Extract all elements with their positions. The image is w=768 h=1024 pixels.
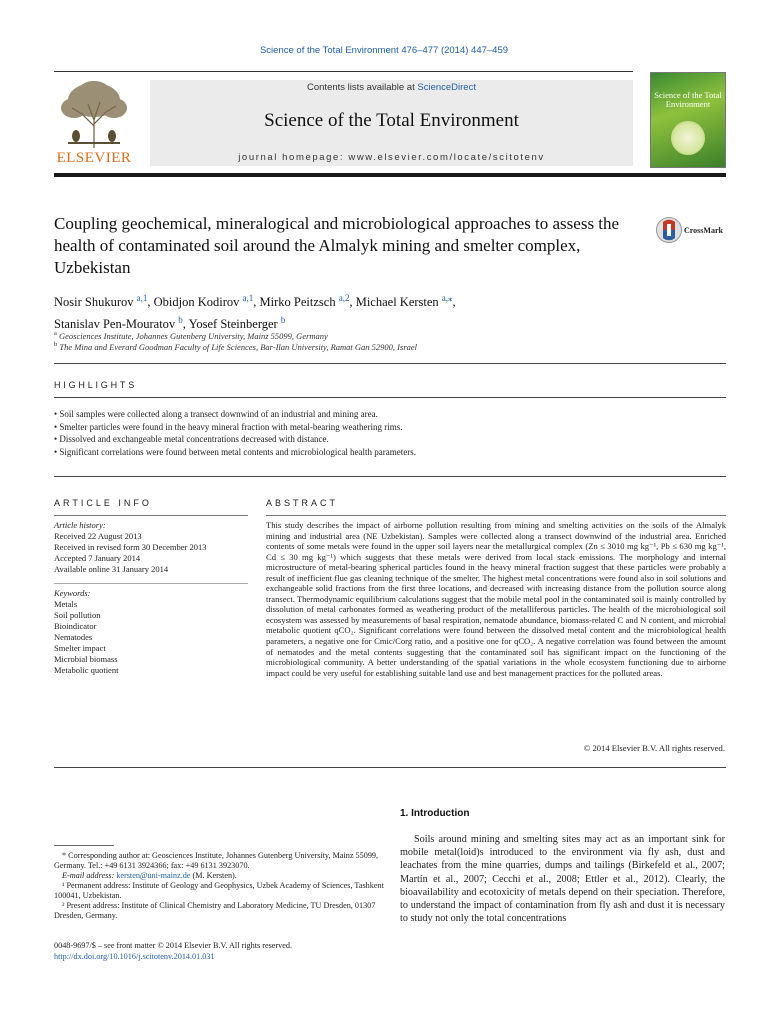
divider: [54, 397, 726, 398]
copyright-line: © 2014 Elsevier B.V. All rights reserved.: [583, 743, 725, 753]
cover-title: Science of the Total Environment: [654, 90, 722, 109]
affiliation-mark: a: [54, 330, 57, 337]
keywords-label: Keywords:: [54, 588, 91, 598]
history-item: Accepted 7 January 2014: [54, 553, 141, 563]
sciencedirect-link[interactable]: ScienceDirect: [417, 82, 476, 93]
email-link[interactable]: kersten@uni-mainz.de: [116, 871, 191, 880]
journal-homepage-line: [150, 152, 633, 163]
author-name[interactable]: Yosef Steinberger: [188, 317, 278, 332]
journal-cover-thumbnail[interactable]: [650, 72, 726, 168]
footnote-rule: [54, 845, 114, 846]
abstract-text: This study describes the impact of airborne pollution resulting from mining and smelting activities on the soils of the Almalyk mining and industrial area (NE Uzbekistan). Samples were collected along a transect downwind of the industrial area. Enriched contents of some metals were found in the upper soil layers near the metallurgical complex (Zn ≤ 3010 mg kg⁻¹, Pb ≤ 630 mg kg⁻¹, Cd ≤ 30 mg kg⁻¹) which suggests that these metals were derived from local stack emissions. The morphology and internal microstructure of metal-bearing spherical particles found in the heavy mineral fraction suggest that these particles were probably a result of inefficient flue gas cleaning technique of the smelter. The highest metal concentrations were found also in soil solutions and exchangeable solid fractions from the first three locations, and decreased with increasing distance from the pollution source along transect. Thermodynamic equilibrium calculations suggest that the mobile metal pool in the contaminated soil is mainly controlled by dissolution of metal carbonates formed as weathering product of the metalliferous particles. The health of the microbiological soil ecosystem was assessed by measurements of basal respiration, nematode abundance, biomass-related C and N content, and microbial metabolic quotient qCO₂. Significant correlations were found between the dissolved metal content and the microbiological health parameters, a negative one for Cmic/Corg ratio, and a positive one for qCO₂. A negative correlation was found between the amount of nematodes and the metal contents suggesting that the contaminated soil has significant impact on the functioning of the microbiological community. A better understanding of the spatial variations in the whole ecosystem functioning due to airborne impact could be very useful for establishing suitable land use and best management practices for the polluted areas.: [266, 520, 726, 678]
author-name[interactable]: Mirko Peitzsch: [259, 295, 336, 310]
keyword-item: Nematodes: [54, 632, 93, 642]
crossmark-icon: [655, 216, 683, 244]
author-affiliation-mark[interactable]: a,1: [242, 293, 254, 303]
author-name[interactable]: Michael Kersten: [355, 295, 439, 310]
author-affiliation-mark[interactable]: a,2: [338, 293, 350, 303]
keyword-item: Metabolic quotient: [54, 665, 119, 675]
author-affiliation-mark[interactable]: b: [178, 315, 183, 326]
article-history: [54, 520, 248, 575]
journal-citation-link[interactable]: Science of the Total Environment 476–477 (2014) 447–459: [259, 45, 509, 56]
divider: [266, 515, 726, 516]
corresponding-author-note: * Corresponding author at: Geosciences Institute, Johannes Gutenberg University, Mainz 55099, Germany. Tel.: +49 6131 3924366; fax: +49 6131 3923070.: [54, 851, 379, 870]
affiliation-a: [54, 330, 714, 341]
article-info-heading: ARTICLE INFO: [54, 498, 152, 508]
introduction-heading: 1. Introduction: [400, 808, 470, 819]
divider: [54, 767, 726, 768]
highlight-item: • Smelter particles were found in the heavy mineral fraction with metal-bearing weathering rims.: [54, 421, 726, 434]
author-affiliation-mark[interactable]: b: [280, 315, 286, 326]
highlights-list: [54, 408, 726, 458]
divider: [54, 476, 726, 477]
journal-title: Science of the Total Environment: [264, 110, 519, 131]
divider: [54, 363, 726, 364]
highlight-item: • Dissolved and exchangeable metal concentrations decreased with distance.: [54, 433, 726, 446]
history-item: Available online 31 January 2014: [54, 564, 169, 574]
homepage-prefix: journal homepage:: [238, 152, 349, 163]
header-thick-rule: [54, 173, 726, 177]
affiliation-text: Geosciences Institute, Johannes Gutenberg University, Mainz 55099, Germany: [59, 330, 328, 341]
author-name[interactable]: Nosir Shukurov: [54, 295, 134, 310]
history-item: Received 22 August 2013: [54, 531, 142, 541]
footnote-2: ² Present address: Institute of Clinical Chemistry and Laboratory Medicine, TU Dresden, 01307 Dresden, Germany.: [54, 901, 376, 920]
highlight-item: • Significant correlations were found between metal contents and microbiological health parameters.: [54, 446, 726, 459]
footnotes: [54, 851, 384, 921]
cover-emblem: [671, 121, 705, 155]
header-top-rule: [54, 71, 633, 72]
author-name[interactable]: Stanislav Pen-Mouratov: [54, 317, 176, 332]
keywords: [54, 588, 248, 676]
divider: [54, 515, 248, 516]
keyword-item: Microbial biomass: [54, 654, 118, 664]
doi-link[interactable]: http://dx.doi.org/10.1016/j.scitotenv.2014.01.031: [54, 952, 215, 961]
footnote-1: ¹ Permanent address: Institute of Geology and Geophysics, Uzbek Academy of Sciences, Tashkent 100041, Uzbekistan.: [54, 881, 384, 900]
affiliation-mark: b: [54, 341, 58, 348]
keyword-item: Soil pollution: [54, 610, 101, 620]
crossmark-label[interactable]: CrossMark: [684, 226, 723, 235]
affiliation-text: The Mina and Everard Goodman Faculty of Life Sciences, Bar-Ilan University, Ramat Gan 52900, Israel: [59, 341, 418, 352]
affiliation-b: [54, 341, 714, 352]
email-note: [54, 871, 384, 881]
author-affiliation-mark[interactable]: a,1: [136, 293, 148, 303]
divider: [54, 583, 248, 584]
author-affiliation-mark[interactable]: a,⁎: [441, 293, 453, 303]
issn-block: [54, 940, 384, 962]
introduction-text: Soils around mining and smelting sites may act as an important sink for mobile metal(loid)s introduced to the environment via fly ash, dust and leachates from the mine quarries, dumps and tailings (Birkefeld et al., 2007; Martín et al., 2007; Cecchi et al., 2008; Ettler et al., 2012). Clearly, the bioavailability and ecotoxicity of metals depend on their speciation. Therefore, to understand the impact of contamination from fly ash and dust it is necessary to study not only the total concentrations: [400, 834, 725, 925]
keyword-item: Smelter impact: [54, 643, 106, 653]
email-label: E-mail address:: [62, 871, 117, 880]
keyword-item: Bioindicator: [54, 621, 97, 631]
history-label: Article history:: [54, 520, 106, 530]
issn-line: 0048-9697/$ – see front matter © 2014 Elsevier B.V. All rights reserved.: [54, 941, 293, 950]
abstract-heading: ABSTRACT: [266, 498, 339, 508]
contents-prefix: Contents lists available at: [307, 82, 418, 93]
email-suffix: (M. Kersten).: [190, 871, 237, 880]
highlights-heading: HIGHLIGHTS: [54, 380, 138, 390]
homepage-url-link[interactable]: www.elsevier.com/locate/scitotenv: [348, 152, 545, 163]
elsevier-wordmark: ELSEVIER: [56, 150, 132, 166]
highlight-item: • Soil samples were collected along a transect downwind of an industrial and mining area.: [54, 408, 726, 421]
article-title: Coupling geochemical, mineralogical and microbiological approaches to assess the health of contaminated soil around the Almalyk mining and smelter complex, Uzbekistan: [54, 214, 620, 277]
keyword-item: Metals: [54, 599, 78, 609]
history-item: Received in revised form 30 December 2013: [54, 542, 207, 552]
author-list: Nosir Shukurov $^{a,1}$, Obidjon Kodirov $^{a,1}$, Mirko Peitzsch $^{a,2}$, Michael Kersten $^{a,⁎}$, Stanislav Pen-Mouratov $^b$, Yosef Steinberger $^b$: [54, 293, 456, 332]
contents-available-line: [150, 82, 633, 93]
author-name[interactable]: Obidjon Kodirov: [153, 295, 240, 310]
